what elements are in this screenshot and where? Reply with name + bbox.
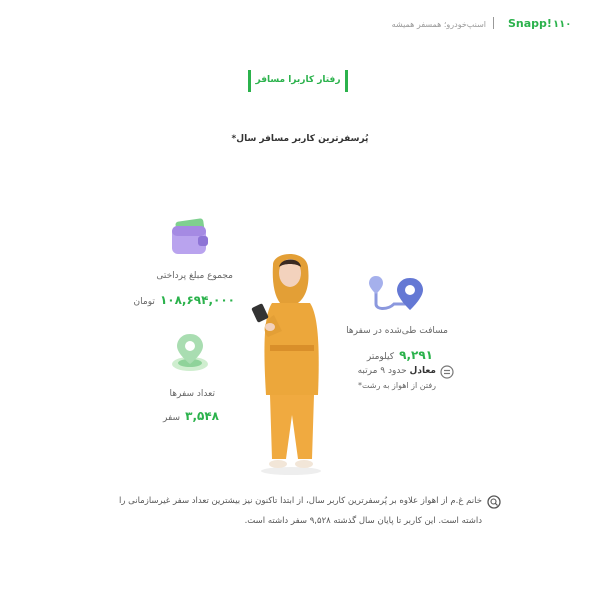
payment-unit: تومان — [133, 297, 155, 307]
trips-unit: سفر — [162, 413, 181, 423]
footnote-line1: خانم غ.م از اهواز علاوه بر پُرسفرترین کاربر سال، از ابتدا تاکنون نیز بیشترین تعداد سفر غیرسازمانی را — [118, 496, 482, 506]
route-pins-icon — [368, 274, 426, 318]
payment-stat — [134, 289, 235, 308]
trips-stat — [163, 405, 219, 424]
brand-logo: Snapp! — [508, 17, 552, 30]
trips-value: ۳,۵۴۸ — [185, 409, 219, 423]
trips-label: تعداد سفرها — [169, 389, 215, 399]
page-number: ۱۱۰ — [553, 19, 572, 30]
header-divider — [493, 17, 494, 29]
equivalence-label: معادل — [409, 366, 436, 376]
footnote-line2: داشته است. این کاربر تا پایان سال گذشته ۹,۵۲۸ سفر داشته است. — [244, 516, 482, 526]
search-info-icon — [487, 494, 501, 508]
footnote — [82, 491, 482, 531]
equivalence-line1: حدود ۹ مرتبه — [357, 366, 407, 376]
subtitle: پُرسفرترین کاربر مسافر سال* — [231, 134, 369, 144]
wallet-icon — [168, 218, 212, 258]
location-pin-icon — [168, 330, 212, 374]
section-title-box — [248, 70, 348, 92]
woman-illustration — [248, 245, 334, 475]
payment-value: ۱۰۸,۶۹۴,۰۰۰ — [159, 293, 235, 307]
distance-stat — [367, 344, 433, 363]
distance-unit: کیلومتر — [366, 352, 395, 362]
distance-label: مسافت طی‌شده در سفرها — [346, 326, 448, 336]
equivalence-icon — [439, 364, 455, 378]
payment-label: مجموع مبلغ پرداختی — [156, 271, 233, 281]
equivalence-row — [358, 366, 436, 376]
equivalence-line2: رفتن از اهواز به رشت* — [357, 381, 436, 390]
distance-value: ۹,۲۹۱ — [399, 348, 433, 362]
section-title: رفتار کاربرا مسافر — [255, 75, 341, 85]
report-title: اسنپ‌خودرو؛ همسفر همیشه — [391, 20, 486, 29]
